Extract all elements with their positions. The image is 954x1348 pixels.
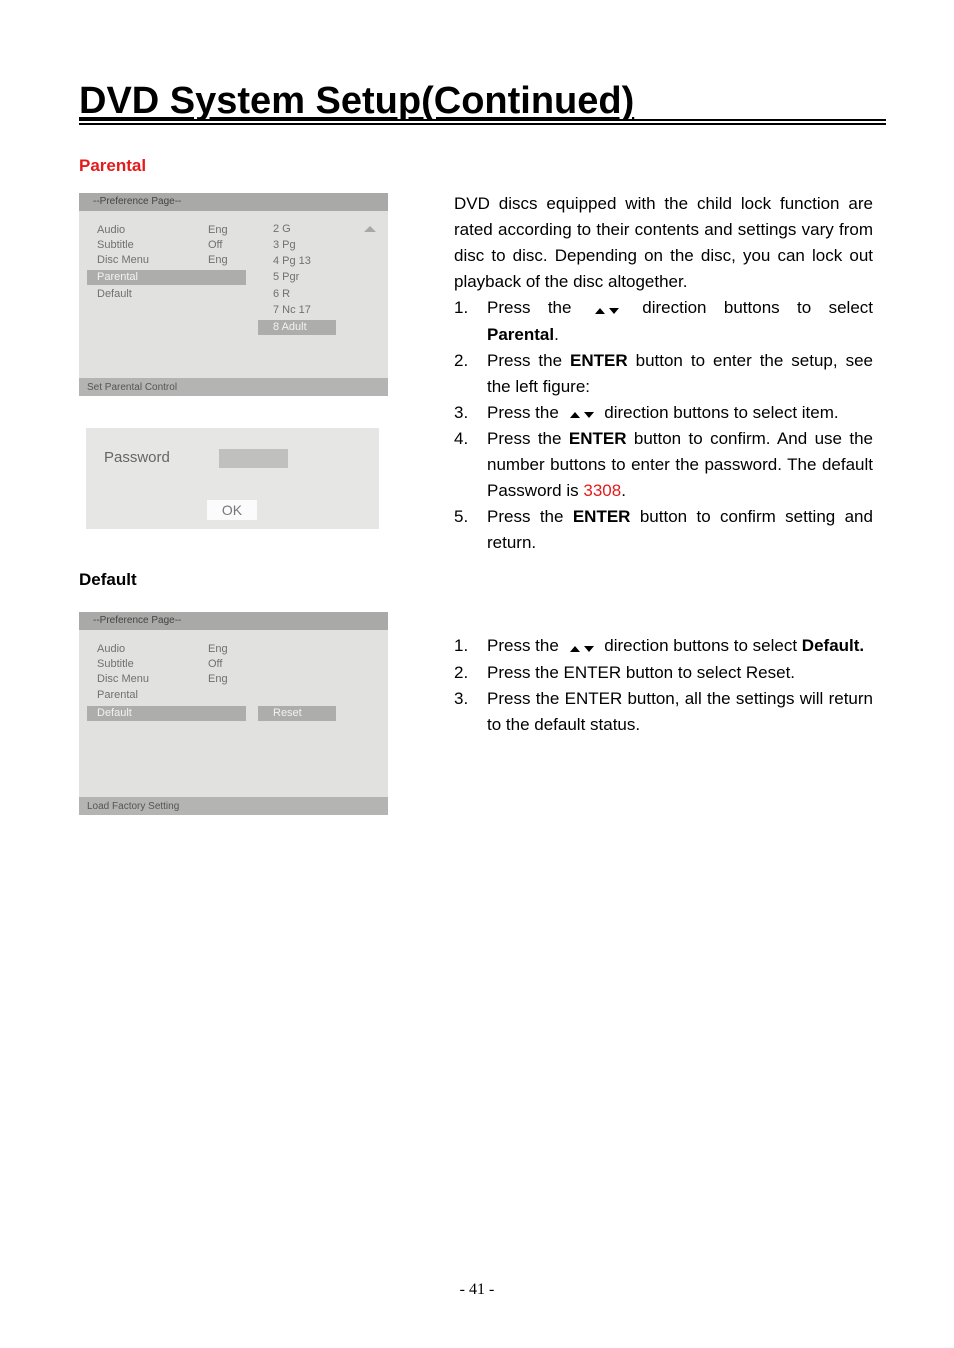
parental-intro: DVD discs equipped with the child lock function are rated according to their contents and settings vary from disc to disc. Depending on the disc, you can lock out playback of the disc altogether. xyxy=(454,194,873,291)
list-item xyxy=(454,426,873,504)
up-down-arrows-icon xyxy=(593,296,621,322)
option-rating: 2 G xyxy=(273,223,291,235)
step-number: 2. xyxy=(454,350,469,370)
option-reset: Reset xyxy=(273,707,302,719)
step-number: 1. xyxy=(454,636,469,655)
title-rule xyxy=(79,119,886,125)
menu-value-disc-menu: Eng xyxy=(208,254,228,266)
menu-item-subtitle: Subtitle xyxy=(97,239,134,251)
menu-item-disc-menu: Disc Menu xyxy=(97,673,149,685)
option-rating: 6 R xyxy=(273,288,291,300)
menu-header: --Preference Page-- xyxy=(79,193,388,211)
step-text: Press the xyxy=(487,402,559,422)
list-item xyxy=(454,504,873,556)
menu-footer: Load Factory Setting xyxy=(79,797,388,815)
step-text: direction buttons to select xyxy=(604,636,798,655)
menu-item-subtitle: Subtitle xyxy=(97,658,134,670)
list-item xyxy=(454,295,873,348)
step-bold: Parental xyxy=(487,324,555,344)
step-text: Press the xyxy=(487,636,559,655)
menu-item-parental: Parental xyxy=(97,271,138,283)
step-number: 3. xyxy=(454,402,469,422)
section-heading-parental: Parental xyxy=(79,156,147,175)
menu-value-audio: Eng xyxy=(208,224,228,236)
list-item xyxy=(454,348,873,400)
menu-footer: Set Parental Control xyxy=(79,378,388,396)
step-text: Press the ENTER button, all the settings will return to the default status. xyxy=(487,688,873,734)
step-text: button to enter the setup, see the left figure: xyxy=(487,350,873,396)
page-number: - 41 - xyxy=(459,1281,495,1298)
step-text: Press the xyxy=(487,507,564,527)
step-text: direction buttons to select item. xyxy=(604,402,839,422)
scroll-up-icon xyxy=(364,226,376,232)
password-label: Password xyxy=(104,449,170,466)
menu-item-default: Default xyxy=(97,288,132,300)
menu-value-subtitle: Off xyxy=(208,239,223,251)
ok-button: OK xyxy=(207,500,257,520)
list-item xyxy=(454,633,873,660)
page-title: DVD System Setup(Continued) xyxy=(79,80,635,122)
menu-item-audio: Audio xyxy=(97,224,126,236)
list-item xyxy=(454,686,873,738)
menu-header: --Preference Page-- xyxy=(79,612,388,630)
password-dialog-screenshot xyxy=(86,428,379,529)
default-menu-screenshot xyxy=(79,612,388,815)
password-field xyxy=(219,449,288,468)
step-text: Press the ENTER button to select Reset. xyxy=(487,662,796,682)
step-number: 2. xyxy=(454,662,469,682)
step-bold: ENTER xyxy=(570,350,628,370)
parental-steps xyxy=(454,295,873,556)
step-bold: ENTER xyxy=(568,429,627,449)
step-bold: ENTER xyxy=(572,507,631,527)
list-item xyxy=(454,400,873,427)
step-number: 4. xyxy=(454,429,469,449)
step-number: 5. xyxy=(454,507,469,527)
step-punct: . xyxy=(621,481,626,501)
option-rating: 5 Pgr xyxy=(273,271,300,283)
up-down-arrows-icon xyxy=(568,634,596,660)
step-punct: . xyxy=(554,324,559,344)
menu-item-disc-menu: Disc Menu xyxy=(97,254,149,266)
default-steps xyxy=(454,633,873,738)
step-text: Press the xyxy=(487,350,563,370)
step-text: button to confirm. And use the number buttons to enter the password. The default Password is xyxy=(487,429,874,501)
parental-menu-screenshot xyxy=(79,193,388,396)
step-number: 1. xyxy=(454,298,469,317)
option-rating-selected: 8 Adult xyxy=(273,321,307,333)
default-password: 3308 xyxy=(583,481,622,501)
option-rating: 4 Pg 13 xyxy=(273,255,311,267)
step-text: direction buttons to select xyxy=(642,298,873,317)
menu-value-audio: Eng xyxy=(208,643,228,655)
menu-value-disc-menu: Eng xyxy=(208,673,228,685)
section-heading-default: Default xyxy=(79,570,137,589)
menu-item-default: Default xyxy=(97,707,132,719)
step-number: 3. xyxy=(454,688,469,708)
menu-item-audio: Audio xyxy=(97,643,126,655)
step-text: button to confirm setting and return. xyxy=(487,507,873,553)
menu-value-subtitle: Off xyxy=(208,658,223,670)
step-text: Press the xyxy=(487,429,562,449)
list-item xyxy=(454,660,873,686)
option-rating: 7 Nc 17 xyxy=(273,304,311,316)
up-down-arrows-icon xyxy=(568,400,596,426)
step-bold: Default. xyxy=(801,636,865,655)
step-text: Press the xyxy=(487,298,572,317)
option-rating: 3 Pg xyxy=(273,239,296,251)
menu-item-parental: Parental xyxy=(97,689,138,701)
